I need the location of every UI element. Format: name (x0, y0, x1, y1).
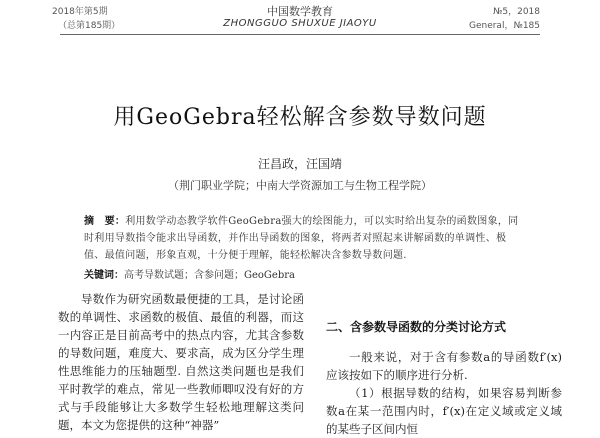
author-affiliation: （荆门职业学院；中南大学资源加工与生物工程学院） (168, 179, 432, 192)
issue-number: 2018年第5期 (52, 7, 108, 17)
abstract (84, 213, 524, 264)
right-paragraph-1: 一般来说，对于含有参数a的导函数f′(x)应该按如下的顺序进行分析. (326, 350, 562, 382)
keywords-text: 高考导数试题；含参问题；GeoGebra (124, 270, 295, 281)
abstract-text: 利用数学动态教学软件GeoGebra强大的绘图能力，可以实时给出复杂的函数图象，同时利用导数指令能求出导函数，并作出导函数的图象，将两者对照起来讲解函数的单调性、极值、最值问题，形象直观，十分便于理解，能轻松解决含参数导数问题. (84, 216, 519, 261)
total-issue-number: （总第185期） (58, 21, 121, 31)
header-rule (60, 34, 540, 35)
total-issue-number-en: General，№185 (468, 21, 540, 31)
body-left-column: 导数作为研究函数最便捷的工具，是讨论函数的单调性、求函数的极值、最值的利器，而这一内容正是目前高考中的热点内容，尤其含参数的导数问题，难度大、要求高，成为区分学生理性思维能力的压轴题型. 自然这类问题也是我们平时教学的难点，常见一些教师唧叹没有好的方式与手段能够让大多数学生轻松地理解这类问题，本文为您提供的这种“神器” (58, 292, 304, 432)
keywords (84, 266, 524, 281)
section-heading: 二、含参数导函数的分类讨论方式 (326, 320, 507, 334)
journal-title-pinyin: ZHONGGUO SHUXUE JIAOYU (223, 18, 377, 29)
article-authors: 汪昌政，汪国靖 (257, 157, 342, 171)
right-paragraph-2: （1）根据导数的结构，如果容易判断参数a在某一范围内时，f′(x)在定义域或定义域的某些子区间内恒 (326, 386, 562, 436)
journal-title: 中国数学教育 (267, 5, 333, 18)
issue-number-en: №5，2018 (493, 7, 540, 17)
keywords-label: 关键词： (84, 270, 124, 281)
body-right-column (326, 348, 562, 438)
abstract-label: 摘 要： (84, 216, 126, 227)
article-title: 用GeoGebra轻松解含参数导数问题 (113, 105, 487, 130)
